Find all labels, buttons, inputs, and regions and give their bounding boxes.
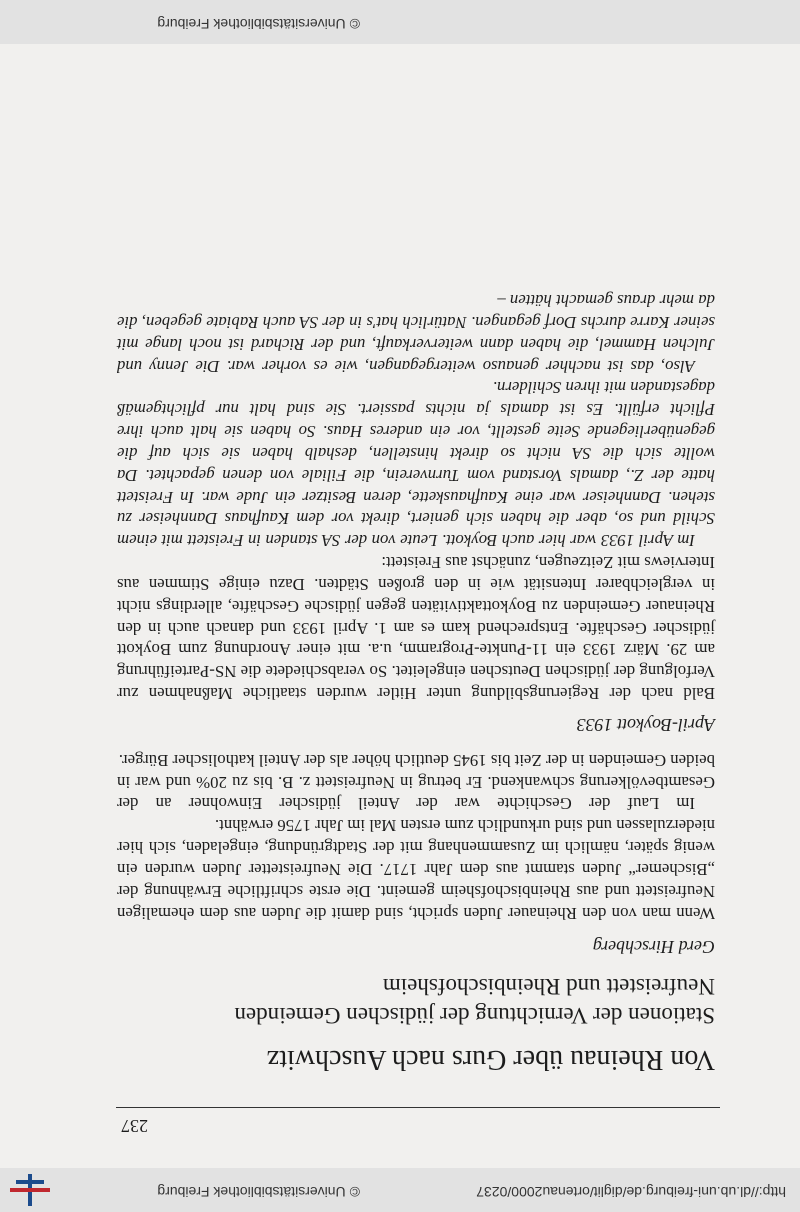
body-paragraph: Bald nach der Regierungsbildung unter Hitler wurden staatliche Maßnahmen zur Verfolgung der jüdischen Deutschen eingeleitet. So verabschiedete die NS-Parteiführung am 29. März 1933 ein 11-Punkte-Programm, u.a. mit einer Anordnung zum Boykott jüdischer Geschäfte. Entsprechend kam es am 1. April 1933 und danach auch in den Rheinauer Gemeinden zu Boykottaktivitäten gegen jüdische Geschäfte, allerdings nicht in vergleichbarer Intensität wie in den großen Städten. Dazu einige Stimmen aus Interviews mit Zeitzeugen, zunächst aus Freistett: bbox=[117, 553, 715, 703]
bottom-info-bar bbox=[0, 0, 800, 44]
body-paragraph: Im Lauf der Geschichte war der Anteil jüdischer Einwohner an der Gesamtbevölkerung schwankend. Er betrug in Neufreistett z. B. bis zu 20% und war in beiden Gemeinden in der Zeit bis 1945 deutlich höher als der Anteil katholischer Bürger. bbox=[117, 750, 715, 814]
interview-quote: Im April 1933 war hier auch Boykott. Leute von der SA standen in Freistett mit einem Schild und so, aber die haben sich geniert, direkt vor dem Kaufhaus Dannheiser zu stehen. Dannheiser war eine Kaufhauskette, deren Besitzer ein Jude war. In Freistett hatte der Z., damals Vorstand vom Turnverein, die Filiale von denen gepachtet. Da wollte sich die SA nicht so direkt hinstellen, deshalb haben sie sich auf die gegenüberliegende Seite gestellt, vor ein anderes Haus. So haben sie halt auch ihre Pflicht erfüllt. Es ist damals ja nichts passiert. Sie sind halt nur pflichtgemäß dagestanden mit ihren Schildern. bbox=[117, 378, 715, 551]
page-number: 237 bbox=[121, 1116, 148, 1136]
copyright-symbol: © bbox=[349, 16, 360, 32]
library-logo-icon bbox=[10, 1174, 50, 1206]
article-title: Von Rheinau über Gurs nach Auschwitz bbox=[266, 1044, 715, 1075]
copyright-notice bbox=[157, 16, 360, 32]
source-url[interactable]: http://dl.ub.uni-freiburg.de/diglit/ortenau2000/0237 bbox=[476, 1184, 786, 1200]
article-body bbox=[117, 289, 715, 1076]
subtitle-line: Neufreistett und Rheinbischofsheim bbox=[382, 973, 715, 999]
subtitle-line: Stationen der Vernichtung der jüdischen Gemeinden bbox=[234, 1003, 715, 1029]
body-paragraph: Wenn man von den Rheinauer Juden spricht, sind damit die Juden aus dem ehemaligen Neufreistett und aus Rheinbischofsheim gemeint. Die erste schriftliche Erwähnung der „Bischemer“ Juden stammt aus dem Jahr 1717. Die Neufreistetter Juden wurden ein wenig später, nämlich im Zusammenhang mit der Stadtgründung, eingeladen, sich hier niederzulassen und sind urkundlich zum ersten Mal im Jahr 1756 erwähnt. bbox=[117, 816, 715, 923]
section-heading: April-Boykott 1933 bbox=[576, 715, 715, 735]
library-name: Universitätsbibliothek Freiburg bbox=[157, 16, 346, 32]
top-info-bar bbox=[0, 1168, 800, 1212]
copyright-notice bbox=[157, 1184, 360, 1200]
interview-quote: Also, das ist nachher genauso weitergegangen, wie es vorher war. Die Jenny und Julchen Hammel, die haben dann weiterverkauft, und der Richard ist noch lange mit seiner Karre durchs Dorf gegangen. Natürlich hat's in der SA auch Rabiate gegeben, die da mehr draus gemacht hätten – bbox=[117, 291, 715, 376]
copyright-symbol: © bbox=[349, 1184, 360, 1200]
article-subtitle bbox=[117, 971, 715, 1031]
library-name: Universitätsbibliothek Freiburg bbox=[157, 1184, 346, 1200]
article-author: Gerd Hirschberg bbox=[592, 936, 715, 957]
header-rule bbox=[116, 1107, 720, 1108]
